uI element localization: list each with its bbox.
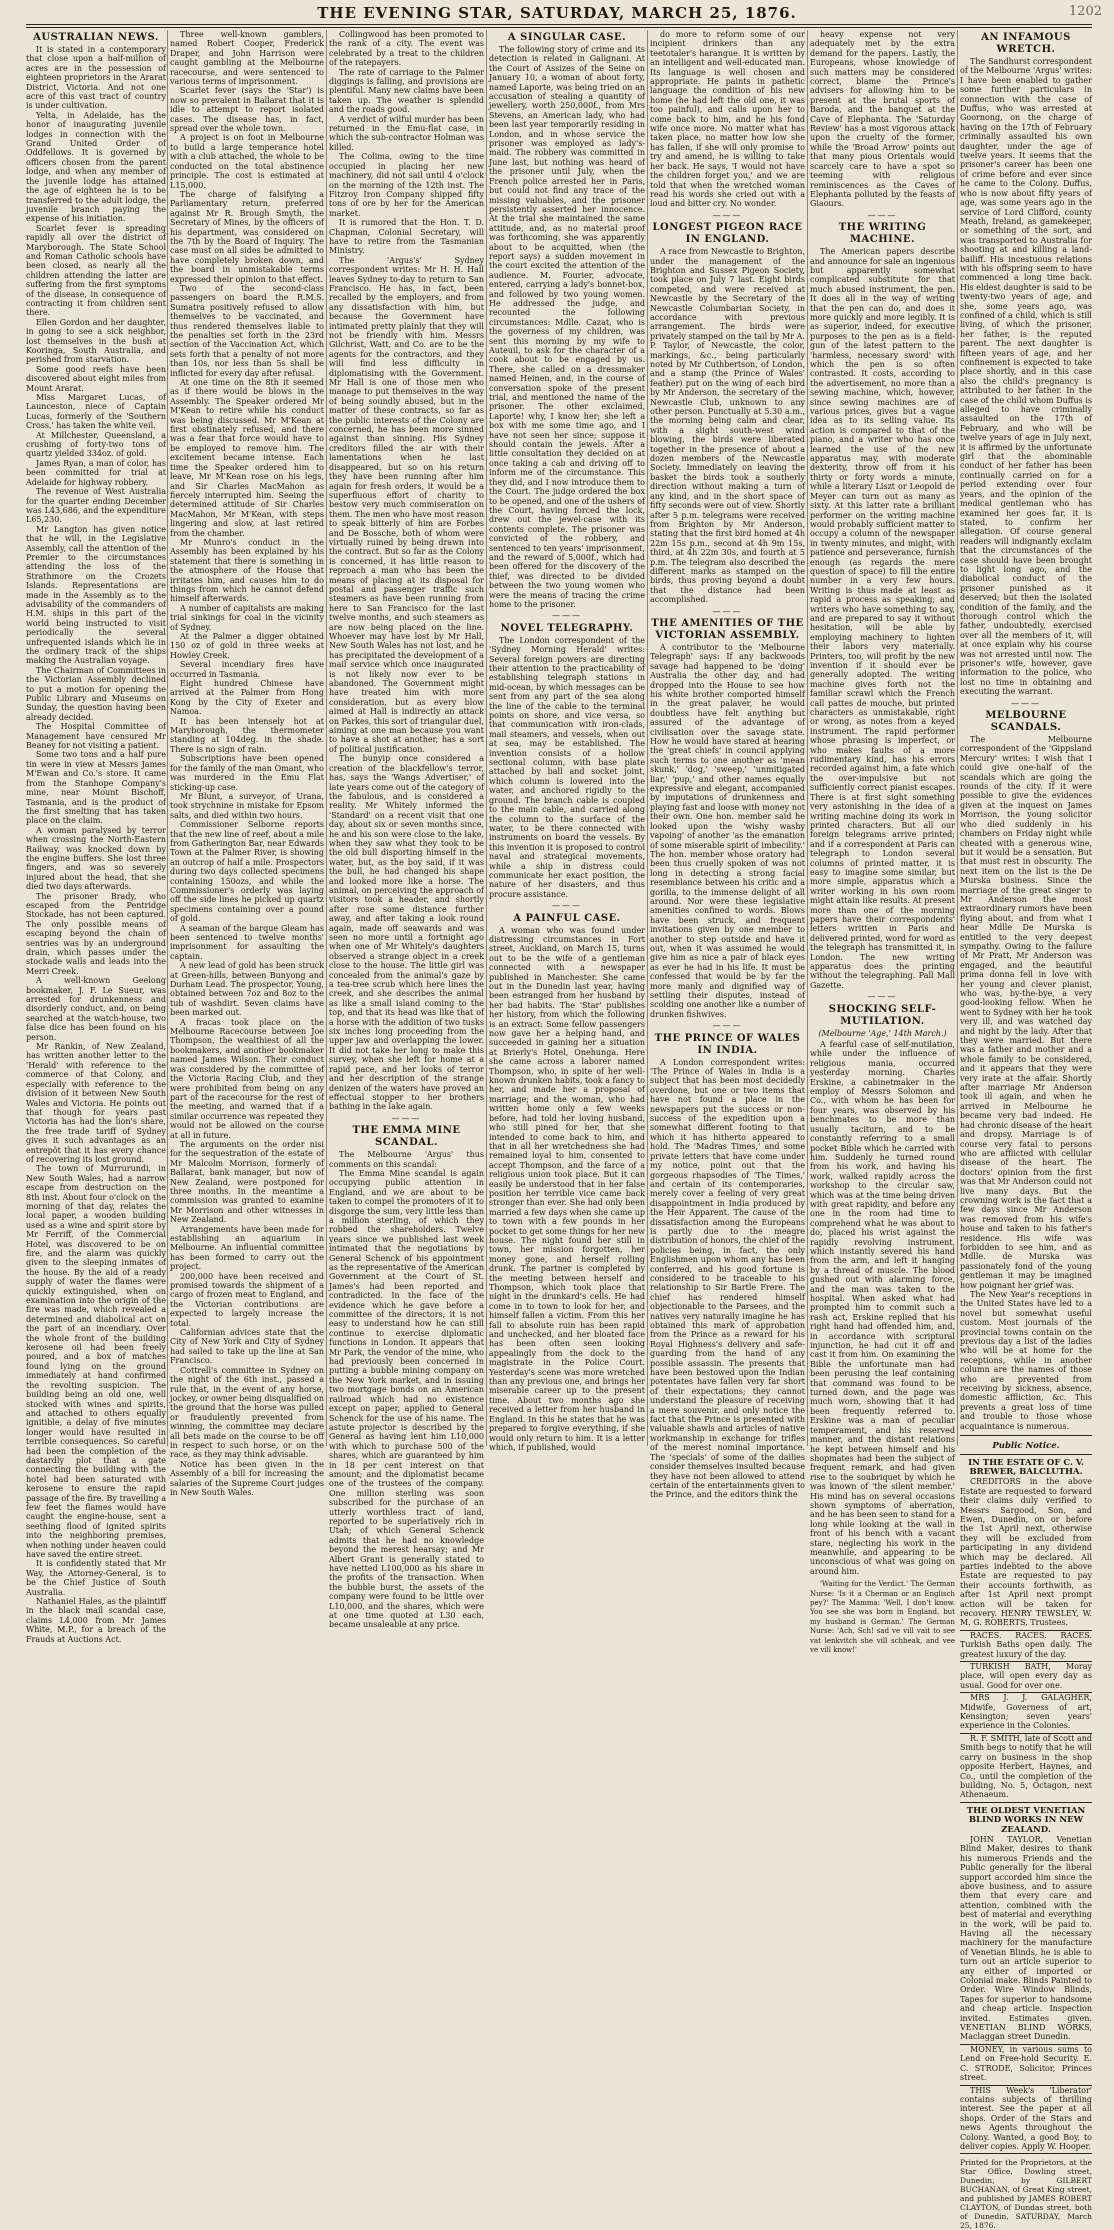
article-paragraph: 200,000 have been received and promised towards the shipment of a cargo of frozen meat to England, and the Victorian contributions are expected to largely increase the total. [170,1271,324,1328]
article-paragraph: A woman who was found under distressing circumstances in Fort street, Auckland, on March 15, turns out to be the wife of a gentleman connected with a newspaper published in Manchester. She came out in the Dunedin last year, having been estranged from her husband by her bad habits. The 'Star' publishes her history, from which the following is an extract: Some fellow passengers now gave her a helping hand, and succeeded in gaining her a situation at Brierly's Hotel, Onehunga. Here she came across a laborer named Thompson, who, in spite of her well-known drunken habits, took a fancy to her, and made her a proposal of marriage; and the woman, who had written home only a few weeks before, had told her loving husband, who still pined for her, that she intended to come back to him, and that in all her wretchedness she had remained loyal to him, consented to accept Thompson, and the farce of a religious union took place. But it can easily be understood that in her false position her terrible vice came back stronger than ever. She had only been married a few days when she came up to town with a few pounds in her pocket to get some things for her new house. The night found her still in town, her mission forgotten, her money gone, and herself rolling drunk. The partner is completed by the meeting between herself and Thompson, which took place that night in the drunkard's cells. He had come in to town to look for her, and himself fallen a victim. From this her fall to absolute ruin has been rapid and unchecked, and her bloated face has been often seen looking appealingly from the dock to the magistrate in the Police Court. Yesterday's scene was more wretched than any previous one, and brings her miserable career up to the present time. About two months ago she received a letter from her husband in England. In this he states that he was prepared to forgive everything, if she would only return to him. It is a letter which, if published, would [489,925,645,1452]
article-paragraph: A fracas took place on the Melbourne Racecourse between Joe Thompson, the wealthiest of all the bookmakers, and another bookmaker named James Wilson. Their conduct was considered by the committee of the Victoria Racing Club, and they were prohibited from being on any part of the racecourse for the rest of the meeting, and warned that if a similar occurrence was repeated they would not be allowed on the course at all in future. [170,1017,324,1140]
article-headline: THE PRINCE OF WALES IN INDIA. [654,1032,801,1056]
article-paragraph: heavy expense not very adequately met by the extra demand for the papers. Lastly, the Europeans, whose knowledge of such matters may be considered correct, blame the Prince's advisers for allowing him to be present at the brutal sports of Baroda, and the banquet at the Cave of Elephanta. The 'Saturday Review' has a most vigorous attack upon the cruelty of the former, while the 'Broad Arrow' points out that many pious Orientals would scarcely care to have a spot so teeming with religious reminiscences as the Caves of Elephanta polluted by the feasts of Giaours. [810,30,955,209]
article-paragraph: Some good reefs have been discovered about eight miles from Mount Ararat. [26,364,166,393]
column-rule [647,30,648,1446]
article-paragraph: Mr Langton has given notice that he will, in the Legislative Assembly, call the attention of the Premier to the circumstances attending the loss of the Strathmore on the Crozets Islands. Representations are made in the Assembly as to the advisability of the commanders of H.M. ships in this part of the world being instructed to visit periodically the several unfrequented islands which lie in the ordinary track of the ships making the Australian voyage. [26,524,166,666]
article-paragraph: The London correspondent of the 'Sydney Morning Herald' writes: Several foreign powers are directing their attention to the practicability of establishing telegraph stations in mid-ocean, by which messages can be sent from any part of the sea along the line of the cable to the terminal points on shore, and vice versa, so that communication with iron-clads, mail steamers, and vessels, when out at sea, may be established. The invention consists of a hollow sectional column, with base plate attached by ball and socket joint, which column is lowered into the water, and anchored rigidly to the ground. The branch cable is coupled to the main cable, and carried along the column to the surface of the water, to be there connected with instruments on board the vessels. By this invention it is proposed to control naval and strategical movements, while a ship in distress could communicate her exact position, the nature of her disasters, and thus procure assistance. [489,635,645,899]
notices-heading: Public Notice. [992,1441,1060,1452]
article-paragraph: The Melbourne 'Argus' thus comments on this scandal: [329,1150,484,1169]
article-paragraph: Nathaniel Hales, as the plaintiff in the black mail scandal case, claims L4,000 from Mr James White, M.P., for a breach of the Frauds at Auctions Act. [26,1597,166,1644]
cartoon-caption: 'Waiting for the Verdict.' The German Nurse: 'Is it a Cherman or an Englisch pey?' The Mamma: 'Well, I don't know. You see she was born in England, but my husband is German.' The German Nurse: 'Ach, Sch! sad ve vill vait to see vat lenkvitch she vill schbeak, and vee ve vill know!' [810,1580,955,1655]
article [960,699,1092,1290]
article-paragraph: A new lead of gold has been struck at Green-hills, between Bunyong and Durham Lead. The prospector, Young, obtained between 7oz and 8oz to the tub of washdirt. Seven claims have been marked out. [170,961,324,1018]
article-paragraph: A contributor to the 'Melbourne Telegraph' says: If any backwoods savage had happened to be 'doing' Australia the other day, and had dropped into the House to see how his white brother comported himself in the great palaver, he would doubtless have felt anything but assured of the advantage of civilisation over the savage state. How he would have stared at hearing the 'great chiefs' in council applying such terms to one another as 'mean skunk,' 'dog,' 'sweep,' 'unmitigated liar,' 'pup,' and other names equally expressive and elegant, accompanied by imputations of drunkenness and playing fast and loose with money not their own. One hon. member said he looked upon the 'wishy washy vapoing' of another 'as the emanation of some miserable spirit of imbecility.' The hon. member whose oratory had been thus cruelly spoken of was not long in detecting a strong facial resemblance between his critic and a gorilla, to the immense delight of all around. Nor were these legislative amenities confined to words. Blows have been struck, and frequent invitations given by one member to another to step outside and have it out, when it was assumed he would give him as nice a pair of black eyes as ever he had in his life. It must be confessed that would be by far the more manly and dignified way of settling their disputes, instead of scolding one another like a number of drunken fishwives. [650,642,805,1019]
article-paragraph: The Hospital Committee of Management have censured Mr Beaney for not visiting a patient. [26,722,166,751]
masthead-rule-2 [26,27,1092,28]
article-paragraph: Yelta, in Adelaide, has the honor of inaugurating juvenile lodges in connection with the Grand United Order of Oddfellows. It is governed by officers chosen from the parent lodge, and when any member of the juvenile lodge has attained the age of eighteen he is to be transferred to the adult lodge, the juvenile branch paying the expense of his initiation. [26,110,166,224]
advertisement [960,2086,1092,2155]
page-number: 1202 [1068,4,1102,19]
article [489,611,645,899]
advertisement-body: THIS Week's 'Liberator' contains subjects of thrilling interest. See the paper at all shops. Order of the Stars and news Agents throughout the Colony. Wanted, a good Boy, to deliver copies. Apply W. Hooper. [960,2086,1092,2155]
article-paragraph: The Chairman of Committees in the Victorian Assembly declined to put a motion for opening the Public Library and Museums on Sunday, the question having been already decided. [26,665,166,722]
article [810,992,955,1576]
column-1 [26,30,166,1644]
column-5 [650,30,805,1500]
article-paragraph: A fearful case of self-mutilation, while under the influence of religious mania, occurred yesterday morning. Charles Erskine, a cabinetmaker in the employ of Messrs Solomon and Co., with whom he has been for four years, was observed by his benchmates to be more than usually taciturn, and to be constantly referring to a small pocket Bible which he carried with him. Suddenly he turned round from his work, and having his work, walked rapidly across the workshop to the circular saw, which was at the time being driven with great rapidity, and before any one in the room had time to comprehend what he was about to do, placed his wrist against the rapidly revolving instrument, which instantly severed his hand from the arm, and left it hanging by a thread of muscle. The blood gushed out with alarming force, and the man was taken to the hospital. When asked what had prompted him to commit such a rash act, Erskine replied that his right hand had offended him, and, in accordance with scriptural injunction, he had cut it off and cast it from him. On examining the Bible the unfortunate man had been perusing the leaf containing that command was found to be turned down, and the page was much worn, showing that it had been frequently referred to. Erskine was a man of peculiar temperament, and his reserved manner, and the distant relations he kept between himself and his shopmates had been the subject of frequent remark, and had given rise to the soubriquet by which he was known of 'the silent member.' His mind has on several occasions shown symptoms of aberration, and he has been seen to stand for a long while looking at the wall in front of his bench with a vacant stare, neglecting his work in the meanwhile, and appearing to be unconscious of what was going on around him. [810,1040,955,1576]
advertisement-body: RACES. RACES. RACES. Turkish Baths open daily. The greatest luxury of the day. [960,1631,1092,1662]
article-paragraph: Mr Munro's conduct in the Assembly has been explained by his statement that there is something in the atmosphere of the House that irritates him, and causes him to do things from which he cannot defend himself afterwards. [170,537,324,604]
article-paragraph: It is stated in a contemporary that close upon a half-million of acres are in the possession of eighteen proprietors in the Ararat District, Victoria. And not one acre of this vast tract of country is under cultivation. [26,45,166,111]
printer-imprint: Printed for the Proprietors, at the Star Office, Dowling street, Dunedin, by GILBERT BUCHANAN, of Great King street, and published by JAMES ROBERT CLAYTON, of Dundas street, both of Dunedin, SATURDAY, March 25, 1876. [960,2158,1092,2230]
article-paragraph: A number of capitalists are making trial sinkings for coal in the vicinity of Sydney. [170,603,324,632]
article-paragraph: Miss Margaret Lucas, of Launceston, niece of Captain Lucas, formerly of the 'Southern Cross,' has taken the white veil. [26,393,166,431]
article-paragraph: The prisoner Brady, who escaped from the Pentridge Stockade, has not been captured. The only possible means of escaping beyond the chain of sentries was by an underground drain, which passes under the stockade walls and leads into the Merri Creek. [26,891,166,976]
article-paragraph: Californian advices state that the City of New York and City of Sydney had sailed to take up the line at San Francisco. [170,1328,324,1366]
article-headline: AUSTRALIAN NEWS. [33,32,159,43]
column-rule [326,30,327,1446]
advertisement [960,1631,1092,1662]
advertisement [960,1734,1092,1803]
article-paragraph: Mr Rankin, of New Zealand, has written another letter to the 'Herald' with reference to the commerce of that Colony, and especially with reference to the division of it between New South Wales and Victoria. He points out that though for years past Victoria has had the lion's share, the free trade tariff of Sydney gives it such advantages as an entrepôt that it has every chance of recovering its lost ground. [26,1042,166,1164]
article-paragraph: At the Palmer a digger obtained 150 oz of gold in three weeks at Howley Creek. [170,632,324,660]
masthead-rule [26,24,1092,25]
article [960,32,1092,697]
article-paragraph: Two of the second-class passengers on board the R.M.S. Sumatra positively refused to allow themselves to be vaccinated, and thus rendered themselves liable to the penalties set forth in the 23rd section of the Vaccination Act, which sets forth that a penalty of not more than 10s, nor less than 5s shall be inflicted for every day after refusal. [170,283,324,378]
advertisement-body: MONEY, in various sums to Lend on Free-hold Security. E. C. STRODE, Solicitor, Princes street. [960,2045,1092,2086]
article [650,211,805,605]
article-paragraph: Some two tons and a half pure tin were in view at Messrs James M'Ewan and Co.'s store. It came from the Stanhope Company's mine, near Mount Bischoff, Tasmania, and is the product of the first smelting that has taken place on the claim. [26,750,166,826]
article [329,30,484,1112]
article-paragraph: The 'Argus's' Sydney correspondent writes: Mr H. H. Hall leaves Sydney to-day to return to San Francisco. He has, in fact, been recalled by the employers, and from any dissatisfaction with him, but because the Government have intimated pretty plainly that they will not be friendly with him. Messrs Gilchrist, Watt, and Co. are to be the agents for the contractors, and they will find less difficulty in diplomatising with the Government. Mr Hall is one of those men who manage to put themselves in the way of being soundly abused, but in the matter of these contracts, so far as the public interests of the Colony are concerned, he has been more sinned against than sinning. His Sydney creditors filled the air with their lamentations when he last disappeared, but so on his return they have been running after him again for fresh orders, it would be a superfluous effort of charity to bestow very much commiseration on them. The men who have most reason to speak bitterly of him are Forbes and De Bossche, both of whom were virtually ruined by being drawn into the contract. But so far as the Colony is concerned, it has little reason to reproach a man who has been the means of placing at its disposal for postal and passenger traffic such steamers as have been running from here to San Francisco for the last twelve months, and such steamers as are now being placed on the line. Whoever may have lost by Mr Hall, New South Wales has not lost, and he has precipitated the development of a mail service which once inaugurated is not likely now ever to be abandoned. The Government might have treated him with more consideration, but as every blow aimed at Hall is indirectly an attack on Parkes, this sort of triangular duel, aiming at one man because you want to have a shot at another, has a sort of political justification. [329,255,484,754]
article [650,1021,805,1500]
article-headline: NOVEL TELEGRAPHY. [500,622,634,634]
advertisement-body: JOHN TAYLOR, Venetian Blind Maker, desires to thank his numerous Friends and the Public generally for the liberal support accorded him since the above business, and to assure them that every care and attention, combined with the best of material and everything in the work, will be paid to. Having all the necessary machinery for the manufacture of Venetian Blinds, he is able to turn out an article superior to any either of imported or Colonial make. Blinds Painted to Order. Wire Window Blinds, Tapes for superior to handsome and cheap article. Inspection invited. Estimates given. VENETIAN BLIND WORKS, Maclaggan street Dunedin. [960,1835,1092,2045]
article-headline: MELBOURNE SCANDALS. [985,710,1067,734]
article [329,1114,484,1630]
article-paragraph: James Ryan, a man of color, has been committed for trial at Adelaide for highway robbery. [26,458,166,487]
article-paragraph: Scarlet fever is spreading rapidly all over the district of Maryborough. The State School and Roman Catholic schools have been closed, as nearly all the children attending the latter are suffering from the first symptoms of the disease, in consequence of contracting it from children sent there. [26,223,166,318]
column-3 [329,30,484,1630]
article-divider: ——— [552,901,582,911]
article-paragraph: At Millchester, Queensland, a crushing of forty-two tons of quartz yielded 334oz. of gold. [26,430,166,459]
column-2 [170,30,324,1497]
advertisement-heading: IN THE ESTATE OF C. V. BREWER, BALCLUTHA. [968,1457,1084,1477]
article-divider: ——— [712,1021,743,1031]
article-headline: SHOCKING SELF-MUTILATION. [828,1003,937,1027]
article-paragraph: A woman paralysed by terror when crossing the North-Eastern Railway, was knocked down by the engine buffers. She lost three fingers, and was so severely injured about the head, that she died two days afterwards. [26,825,166,892]
article-paragraph: Mr Blunt, a surveyor, of Urana, took strychnine in mistake for Epsom salts, and died within two hours. [170,791,324,820]
article-paragraph: A project is on foot in Melbourne to build a large temperance hotel with a club attached, the whole to be conducted on the total abstinence principle. The cost is estimated at L15,000. [170,133,324,190]
article-paragraph: It is rumored that the Hon. T. D. Chapman, Colonial Secretary, will have to retire from the Tasmanian Ministry. [329,218,484,256]
article-paragraph: The Sandhurst correspondent of the Melbourne 'Argus' writes: I have been enabled to gather some further particulars in connection with the case of Duffus, who was arrested at Goornong, on the charge of having on the 17th of February criminally assaulted his own daughter, under the age of twelve years. It seems that the prisoner's career has been one of crime before and ever since he came to the Colony. Duffus, who is now about fifty years of age, was some years ago in the service of Lord Clifford, county Meath, Ireland, as gamekeeper, or something of the sort, and was transported to Australia for shooting at and killing a land-bailiff. His incestuous relations with his offspring seem to have commenced a long time back. His eldest daughter is said to be twenty-two years of age, and she, some years ago, was confined of a child, which is still living, of which the prisoner, her father, is the reputed parent. The next daughter is fifteen years of age, and her confinement is expected to take place shortly, and in this case also the child's pregnancy is attributed to her father. In the case of the child whom Duffus is alleged to have criminally assaulted on the 17th of February, and who will be twelve years of age in July next, it is affirmed by the unfortunate girl that the abominable conduct of her father has been continually carried on for a period extending over four years, and the opinion of the medical gentleman who has examined her goes far, it is stated, to confirm her allegation. Of course general readers will indignantly exclaim that the circumstances of the case should have been brought to light long ago, and the diabolical conduct of the prisoner punished as it deserved; but then the isolated condition of the family, and the thorough control which the father, undoubtedly, exercised over all the members of it, will at once explain why his course was not arrested until now. The prisoner's wife, however, gave information to the police, who lost no time in obtaining and executing the warrant. [960,57,1092,697]
article-divider: ——— [712,606,743,616]
column-4 [489,30,645,1452]
article-divider: ——— [867,992,898,1002]
article-paragraph: The charge of falsifying a Parliamentary return, preferred against Mr R. Brough Smyth, the Secretary of Mines, by the officers of his department, was considered on the 7th by the Board of Inquiry. The case must on all sides be admitted to have completely broken down, and the board in unmistakable terms expressed their opinion to that effect. [170,189,324,284]
article-dateline: (Melbourne 'Age,' 14th March.) [818,1028,947,1038]
article-paragraph: A race from Newcastle to Brighton, under the management of the Brighton and Sussex Pigeon Society, took place on July 7 last. Eight birds competed, and were received at Newcastle by the Secretary of the Newcastle Columbarian Society, in accordance with previous arrangement. The birds were privately stamped on the tail by Mr A. P. Taylor, of Newcastle, the color, markings, &c., being particularly noted by Mr Cuthbertson, of London, and a stamp (the Prince of Wales' feather) put on the wing of each bird by Mr Anderson, the secretary of the Newcastle Club, unknown to any other person. Punctually at 5.30 a.m., the morning being calm and clear, with a slight south-west wind blowing, the birds were liberated together in the presence of about a dozen members of the Newcastle Society. Immediately on leaving the basket the birds took a southerly direction without making a turn of any kind, and in the short space of fifty seconds were out of view. Shortly after 5 p.m. telegrams were received from Brighton by Mr Anderson, stating that the first bird homed at 4h 22m 15s p.m., second at 4h 9m 15s, third, at 4h 22m 30s, and fourth at 5 p.m. The telegram also described the different marks as stamped on the birds, thus proving beyond a doubt that the distance had been accomplished. [650,247,805,605]
advertisement [960,1693,1092,1734]
article-paragraph: The following story of crime and its detection is related in Galignani. At the Court of Assizes of the Seine on January 10, a woman of about forty, named Laporte, was being tried on an accusation of stealing a quantity of jewellery, worth 250,000f., from Mrs Stevens, an American lady, who had been last year temporarily residing in London, and in whose service the prisoner was employed as lady's-maid. The robbery was committed in June last, but nothing was heard of the prisoner until July, when the French police arrested her in Paris, but could not find any trace of the missing valuables, and the prisoner persistently asserted her innocence. At the trial she maintained the same attitude, and, as no material proof was forthcoming, she was apparently about to be acquitted, when (the report says) a sudden movement in the court excited the attention of the audience. M. Fourier, advocate, entered, carrying a lady's bonnet-box, and followed by two young women. He addressed the judge, and recounted the following circumstances: Mdlle. Cazat, who is the governess of my children, was sent this morning by my wife to Auteuil, to ask for the character of a cook about to be engaged by us. There, she called on a dressmaker named Heinen, and, in the course of conversation spoke of the present trial, and mentioned the name of the prisoner. The other exclaimed, Laporte! why, I know her; she left a box with me some time ago, and I have not seen her since; suppose it should contain the jewels. After a little consultation they decided on at once taking a cab and driving off to inform me of the circumstance. This they did, and I now introduce them to the Court. The judge ordered the box to be opened, and one of the ushers of the Court, having forced the lock, drew out the jewel-case with its contents complete. The prisoner was convicted of the robbery, and sentenced to ten years' imprisonment, and the reward of 5,000f., which had been offered for the discovery of the thief, was directed to be divided between the two young women who were the means of tracing the crime home to the prisoner. [489,45,645,609]
article-headline: THE AMENITIES OF THE VICTORIAN ASSEMBLY. [651,617,804,641]
column-rule [807,30,808,1446]
advertisement [960,1662,1092,1693]
article [960,1290,1092,1431]
article-headline: A PAINFUL CASE. [513,912,621,924]
article-divider: ——— [552,611,582,621]
advertisement-body: CREDITORS in the above Estate are requested to forward their claims duly verified to Messrs Sargood, Son, and Ewen, Dunedin, on or before the 1st April next, otherwise they will be excluded from participating in any dividend which may be declared. All parties indebted to the above Estate are requested to pay their accounts forthwith, as after 1st April next prompt action will be taken for recovery. HENRY TEWSLEY, W. M. G. ROBERTS, Trustees. [960,1477,1092,1631]
article-headline: LONGEST PIGEON RACE IN ENGLAND. [652,222,803,246]
advertisement-body: MRS J. J. GALAGHER, Midwife, Governess of art, Kensington; seven years' experience in the Colonies. [960,1693,1092,1734]
article-divider: ——— [712,210,743,220]
article-paragraph: It has been intensely hot at Maryborough, the thermometer standing at 104deg. in the shade. There is no sign of rain. [170,716,324,754]
article [650,30,805,209]
article-paragraph: It is confidently stated that Mr Way, the Attorney-General, is to be the Chief Justice of South Australia. [26,1559,166,1597]
article-paragraph: The Colima, owing to the time occupied in placing her new machinery, did not sail until 4 o'clock on the morning of the 12th inst. The Fitzroy Iron Company shipped fifty tons of ore by her for the American market. [329,152,484,218]
article-headline: A SINGULAR CASE. [507,32,627,43]
article-paragraph: The American papers describe and announce for sale an ingenious but apparently somewhat complicated substitute for that much abused instrument, the pen. It does all in the way of writing that the pen can do, and does it more quickly and more legibly. It is as superior, indeed, for executive purposes to the pen as is a field-gun of the latest pattern to the 'harmless, necessary sword' with which the pen is so often contrasted. It costs, according to the advertisement, no more than a sewing machine, which, however, since sewing machines are of various prices, gives but a vague idea as to its selling value. Its action is compared to that of the piano, and a writer who has once learned the use of the new apparatus may, with moderate dexterity, throw off from it his thirty or forty words a minute, while a literary Liszt or Leopold de Meyer can turn out as many as sixty. At this latter rate a brilliant performer on the writing machine would probably sufficient matter to occupy a column of the newspaper in twenty minutes, and might, with patience and perseverance, furnish enough (as regards the mere question of space) to fill the entire number in a very few hours. Writing is thus made at least as rapid a process as speaking; and writers who have something to say, and are prepared to say it without hesitation, will be able by employing machinery to lighten their labors very materially. Printers, too, will profit by the new invention if it should ever be generally adopted. The writing machine gives forth not the familiar scrawl which the French call pattes de mouche, but printed characters as unmistakable, right or wrong, as notes from a keyed instrument. The rapid performer whose phrasing is imperfect, or who makes faults of a more rudimentary kind, has his errors recorded against him, a fate which the over-impulsive but not sufficiently correct pianist escapes. There is at first sight something very astonishing in the idea of a writing machine doing its work in printed characters. But all our foreign telegrams arrive printed; and if a correspondent at Paris can telegraph to London several columns of printed matter, it is easy to imagine some similar, but more simple, apparatus which a writer working in his own room might attain like results. At present more than one of the morning papers have their correspondents' letters written in Paris and delivered printed, word for word as the telegraph has transmitted it, in London. The new writing apparatus does the printing without the telegraphing. Pall Mall Gazette. [810,247,955,990]
column-6 [810,30,955,1655]
article-headline: THE EMMA MINE SCANDAL. [352,1125,461,1149]
article-divider: ——— [1011,698,1041,708]
article-paragraph: Three well-known gamblers, named Robert Cooper, Frederick Draper, and John Harrison were caught gambling at the Melbourne racecourse, and were sentenced to various terms of imprisonment. [170,30,324,87]
article-headline: THE WRITING MACHINE. [838,222,927,246]
article-paragraph: Cottrell's committee in Sydney on the night of the 6th inst., passed a rule that, in the event of any horse, jockey, or owner being disqualified on the ground that the horse was pulled or fraudulently prevented from winning, the committee may declare all bets made on the course to be off in respect to such horse, or on the race, as they may think advisable. [170,1365,324,1460]
article [810,30,955,209]
advertisement [960,1807,1092,2045]
article-paragraph: The New Year's receptions in the United States have led to a novel but somewhat useful custom. Most journals of the provincial towns contain on the previous day a list of the ladies who will be at home for the receptions, while in another column are the names of those who are prevented from receiving by sickness, absence, domestic affliction, &c. This prevents a great loss of time and trouble to those whose acquaintance is numerous. [960,1290,1092,1431]
article-paragraph: A seaman of the barque Gleam has been sentenced to twelve months' imprisonment for assaulting the captain. [170,923,324,961]
article-paragraph: The bunyip once considered a creation of the blackfellow's terror, has, says the 'Wangs Advertiser,' of late years come out of the category of the fabulous, and is considered a reality. Mr Whitely informed the 'Standard' on a recent visit that one day, about six or seven months since, he and his son were close to the lake, when they saw what they took to be the old bull disporting himself in the water, but, as the boy said, if it was the bull, he had changed his shape and looked more like a horse. The animal, on perceiving the approach of visitors took a header, and shortly after rose some distance further away, and after taking a look round again, made off seawards and was seen no more until a fortnight ago when one of Mr Whitely's daughters observed a strange object in a creek close to the house. The little girl was concealed from the animal's gaze by a tea-tree scrub which here lines the creek, and she describes the animal as like a small island coming to the top, and that its head was like that of a horse with the addition of two tusks six inches long proceeding from the upper jaw and overlapping the lower. It did not take her long to make this survey, when she left for home at a rapid pace, and her looks of terror and her description of the strange denizen of the waters have proved an effectual stopper to her brothers bathing in the lake again. [329,754,484,1112]
article-paragraph: A well-known Geelong bookmaker, J. F. Le Sueur, was arrested for drunkenness and disorderly conduct, and, on being searched at the watch-house, two false dice has been found on his person. [26,976,166,1042]
article [489,32,645,609]
article-paragraph: Ellen Gordon and her daughter, in going to see a sick neighbor, lost themselves in the bush at Kooringa, South Australia, and perished from starvation. [26,317,166,365]
column-rule [957,30,958,1446]
advertisement-heading: THE OLDEST VENETIAN BLIND WORKS IN NEW ZEALAND. [966,1805,1086,1835]
article-paragraph: The Emma Mine scandal is again occupying public attention in England, and we are about to be taken to compel the promoters of it to disgorge the sum, very little less than a million sterling, of which they robbed the shareholders. Twelve years since we published last week intimated that the negotiations by General Schenck of his appointment as the representative of the American Government at the Court of St. James's had been reported and contradicted. In the face of the evidence which he gave before a committee of the directors, it is not easy to understand how he can still continue to exercise diplomatic functions in London. It appears that Mr Park, the vendor of the mine, who had previously been concerned in putting a bubble mining company on the New York market, and in issuing two mortgage bonds on an American railroad which had no existence except on paper, applied to General Schenck for the use of his name. The astute projector is described by the General as having lent him L10,000 with which to purchase 500 of the shares, which are guaranteed by him in 18 per cent interest on that amount; and the diplomatist became one of the trustees of the company. One million sterling was soon subscribed for the purchase of an utterly worthless tract of land, reported to be superlatively rich in Utah; of which General Schenck admits that he had no knowledge beyond the merest hearsay; and Mr Albert Grant is generally stated to have netted L100,000 as his share in the profits of the transaction. When the bubble burst, the assets of the company were found to be little over L10,000, and the shares, which were at one time quoted at L30 each, became unsaleable at any price. [329,1168,484,1630]
article-paragraph: Several incendiary fires have occurred in Tasmania. [170,660,324,679]
article-paragraph: The rate of carriage to the Palmer diggings is falling, and provisions are plentiful. Many new claims have been taken up. The weather is splendid and the roads good. [329,67,484,115]
article-paragraph: do more to reform some of our incipient drinkers than any teetotaler's harangue. It is written by an intelligent and well-educated man. Its language is well chosen and appropriate. He paints in pathetic language the condition of his new home (he had left the old one, it was too painful), and calls upon her to come back to him, and he his fond wife once more. No matter what has taken place, no matter how low she has fallen, if she will only promise to try and amend, he is willing to take her back. He says, 'I would not have the children forget you,' and we are told that when the wretched woman read his words she cried out with a loud and bitter cry. No wonder. [650,30,805,209]
article-paragraph: Collingwood has been promoted to the rank of a city. The event was celebrated by a treat to the children of the ratepayers. [329,30,484,68]
advertisement [960,2045,1092,2086]
article-paragraph: Notice has been given in the Assembly of a bill for increasing the salaries of the Supreme Court judges in New South Wales. [170,1459,324,1497]
advertisement-body: TURKISH BATH, Moray place, will open every day as usual. Good for over one. [960,1662,1092,1693]
column-rule [167,30,168,1446]
article-paragraph: Commissioner Selborne reports that the new line of reef, about a mile from Gatherington Bar, near Edwards Town at the Palmer River, is showing an outcrop of half a mile. Prospectors during two days collected specimens containing 150ozs, and while the Commissioner's orderly was laying off the side lines he picked up quartz specimens containing over a pound of gold. [170,820,324,924]
article-divider: ——— [391,1113,422,1123]
article [650,607,805,1020]
article [489,901,645,1452]
masthead: THE EVENING STAR, SATURDAY, MARCH 25, 1876. [317,4,797,22]
article-paragraph: A verdict of wilful murder has been returned in the Emu-flat case, in which the sub-contractor Holman was killed. [329,114,484,152]
article-paragraph: At one time on the 8th it seemed as if there would be blows in the Assembly. The Speaker ordered Mr M'Kean to retire while his conduct was being discussed. Mr M'Kean at first obstinately refused, and there was a fear that force would have to be employed to remove him. The excitement became intense. Each time the Speaker ordered him to leave, Mr M'Kean rose on his legs, and Sir Charles MacMahon as fiercely interrupted him. Seeing the determined attitude of Sir Charles MacMahon, Mr M'Kean, with steps lingering and slow, at last retired from the chamber. [170,378,324,538]
advertisement [960,1459,1092,1631]
article-divider: ——— [867,210,898,220]
article-paragraph: The Melbourne correspondent of the 'Gippsland Mercury' writes: I wish that I could give one-half of the scandals which are going the rounds of the city. If it were possible to give the evidences given at the inquest on James Morrison, the young solicitor who died suddenly in his chambers on Friday night while cheated with a generous wine, but it would be a sensation. But that must rest in obscurity. The next item on the list is the De Murska business. Since the marriage of the great singer to Mr Anderson the most extraordinary rumors have been flying about, and from what I hear Mdlle De Murska is entitled to the very deepest sympathy. Owing to the failure of Mr Pratt, Mr Anderson was engaged, and the beautiful prima donna fell in love with her young and clever pianist, who was, by-the-bye, a very good-looking fellow. When he went to Sydney with her he took very ill, and was watched day and night by the lady. After that they were married. But there was a father and mother and a whole family to be considered, and it appears that they were very irate at the affair. Shortly after marriage Mr Anderson took ill again, and when he arrived in Melbourne he became very bad indeed. He had chronic disease of the heart and dropsy. Marriage is of course very fatal to persons who are afflicted with cellular disease of the heart. The doctors' opinion from the first was that Mr Anderson could not live many days. But the crowning work is the fact that a few days since Mr Anderson was removed from his wife's house and taken to his father's residence. His wife was forbidden to see him, and as Mdlle. de Murska was passionately fond of the young gentleman it may be imagined how poignant her grief was. [960,735,1092,1290]
column-7 [960,30,1092,2230]
article-paragraph: Eight hundred Chinese have arrived at the Palmer from Hong Kong by the City of Exeter and Namoa. [170,679,324,717]
article-paragraph: Scarlet fever (says the 'Star') is now so prevalent in Ballarat that it is idle to attempt to report isolated cases. The disease has, in fact, spread over the whole town. [170,86,324,134]
article [170,30,324,1497]
article-paragraph: The arguments on the order nisi for the sequestration of the estate of Mr Malcolm Morrison, formerly of Ballarat, bank manager, but now of New Zealand, were postponed for three months. In the meantime a commission was granted to examine Mr Morrison and other witnesses in New Zealand. [170,1139,324,1225]
article-paragraph: Subscriptions have been opened for the family of the man Omant, who was murdered in the Emu Flat sticking-up case. [170,754,324,792]
article-paragraph: Arrangements have been made for establishing an aquarium in Melbourne. An influential committee has been formed to carry out the project. [170,1224,324,1272]
column-rule [486,30,487,1446]
article-paragraph: The town of Murrurundi, in New South Wales, had a narrow escape from destruction on the 8th inst. About four o'clock on the morning of that day, relates the local paper, a wooden building used as a wine and spirit store by Mr Ferriff, of the Commercial Hotel, was discovered to be on fire, and the alarm was quickly given to the sleeping inmates of the house. By the aid of a ready supply of water the flames were quickly extinguished, when on examination into the origin of the fire was made, which revealed a determined and diabolical act on the part of an incendiary. Over the whole front of the building kerosene oil had been freely poured, and a box of matches found lying on the ground immediately at hand confirmed the revolting suspicion. The building being an old one, well stocked with wines and spirits, and attached to others equally ignitible, a delay of five minutes longer would have resulted in terrible consequences. So careful had been the completion of the dastardly plot that a gate connecting the building with the hotel had been saturated with kerosene to ensure the rapid passage of the fire. By travelling a few feet the flames would have caught the engine-house, sent a seething flood of ignited spirits into the neighboring premises, when nothing under heaven could have saved the entire street. [26,1164,166,1559]
article-headline: AN INFAMOUS WRETCH. [981,32,1071,55]
advertisement-body: R. F. SMITH, late of Scott and Smith begs to notify that he will carry on business in the shop opposite Herbert, Haynes, and Co., until the completion of the building, No. 5, Octagon, next Athenaeum. [960,1734,1092,1803]
article [26,32,166,1644]
article-paragraph: A London correspondent writes: 'The Prince of Wales in India is a subject that has been most decidedly overdone, but one or two items that have not found a place in the newspapers put the success or non-success of the expedition upon a somewhat different footing to that which it has hitherto appeared to hold. The 'Madras Times,' and some private letters that have come under my notice, point out that the gorgeous rhapsodies of 'The Times,' and certain of its contemporaries, merely cover a feeling of very great disappointment in India produced by the Heir Apparent. The cause of the dissatisfaction among the Europeans is partly due to the meagre distribution of honors, the chief of the policies being, in fact, the only Englishmen upon whom any has been conferred, and his good fortune is considered to be traceable to his relationship to Sir Bartle Frere. The chief has rendered himself objectionable to the Parsees, and the natives very naturally imagine he has obtained this mark of approbation from the Prince as a reward for his Royal Highness's delivery and safe-guarding from the hand of any possible assassin. The presents that have been bestowed upon the Indian potentates have fallen very far short of their expectations; they cannot understand the pleasure of receiving a mere souvenir, and only notice the fact that the Prince is presented with valuable shawls and articles of native workmanship in exchange for trifles of the merest nominal importance. The 'specials' of some of the dailies consider themselves insulted because they have not been allowed to attend certain of the entertainments given to the Prince, and the editors think the [650,1057,805,1500]
article [810,211,955,991]
article-paragraph: The revenue of West Australia for the quarter ending December was L43,686, and the expenditure L65,230. [26,487,166,525]
